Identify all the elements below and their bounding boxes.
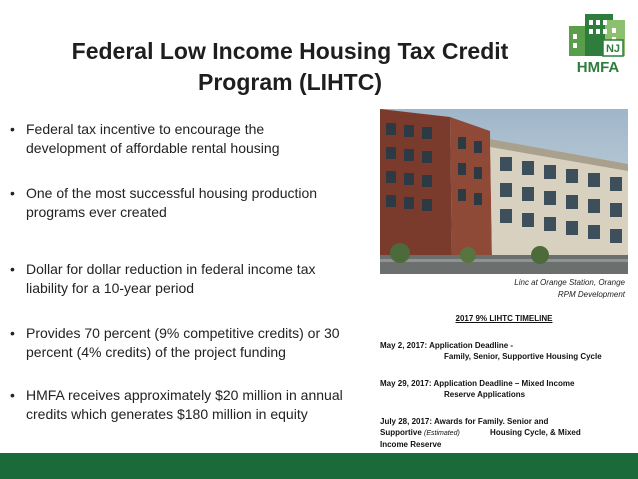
bullet-text-line: Dollar for dollar reduction in federal income tax xyxy=(26,261,316,277)
timeline-entry-text: Supportive xyxy=(380,428,422,437)
timeline-title: 2017 9% LIHTC TIMELINE xyxy=(455,314,553,323)
bullet-text-line: credits which generates $180 million in equity xyxy=(26,406,308,422)
title-line-1: Federal Low Income Housing Tax Credit xyxy=(71,38,509,64)
timeline-entry-line: July 28, 2017: Awards for Family. Senior and xyxy=(380,417,549,426)
bullet-glyph: • xyxy=(10,261,15,277)
timeline-entry-line: Income Reserve xyxy=(380,440,442,449)
timeline-entry-line: May 2, 2017: Application Deadline - xyxy=(380,341,514,350)
bullet-text-line: Provides 70 percent (9% competitive credits) or 30 xyxy=(26,325,340,341)
footer-bar xyxy=(0,453,638,479)
bullet-glyph: • xyxy=(10,121,15,137)
caption-line-1: Linc at Orange Station, Orange xyxy=(514,278,625,287)
title-line-2: Program (LIHTC) xyxy=(198,69,382,95)
timeline-entry-line: May 29, 2017: Application Deadline – Mixed Income xyxy=(380,379,575,388)
timeline-entry-line xyxy=(380,427,630,439)
timeline-entry xyxy=(380,416,630,450)
bullet-text-line: programs ever created xyxy=(26,204,167,220)
bullet-text-line: One of the most successful housing production xyxy=(26,185,318,201)
building-photo xyxy=(380,109,628,274)
hmfa-logo-icon xyxy=(565,6,631,78)
caption-line-2: RPM Development xyxy=(557,290,625,299)
bullet-text-line: liability for a 10-year period xyxy=(26,280,195,296)
timeline-entry-text: Housing Cycle, & Mixed xyxy=(490,428,581,437)
estimated-note: (Estimated) xyxy=(424,430,460,437)
svg-text:HMFA: HMFA xyxy=(576,59,620,76)
bullet-text-line: HMFA receives approximately $20 million in annual xyxy=(26,387,343,403)
slide-title xyxy=(40,36,540,98)
bullet-text-line: Federal tax incentive to encourage the xyxy=(26,121,265,137)
bullet-glyph: • xyxy=(10,325,15,341)
building-photo-image xyxy=(380,109,628,274)
bullet-text-line: percent (4% credits) of the project funding xyxy=(26,344,286,360)
bullet-glyph: • xyxy=(10,185,15,201)
timeline-entry-line: Reserve Applications xyxy=(444,390,526,399)
timeline-entry-line: Family, Senior, Supportive Housing Cycle xyxy=(444,352,602,361)
bullet-text-line: development of affordable rental housing xyxy=(26,140,280,156)
timeline-entry xyxy=(380,340,630,362)
timeline-entry xyxy=(380,378,630,400)
bullet-glyph: • xyxy=(10,387,15,403)
photo-caption xyxy=(380,277,625,301)
hmfa-logo xyxy=(565,6,631,78)
svg-text:NJ: NJ xyxy=(605,43,621,55)
